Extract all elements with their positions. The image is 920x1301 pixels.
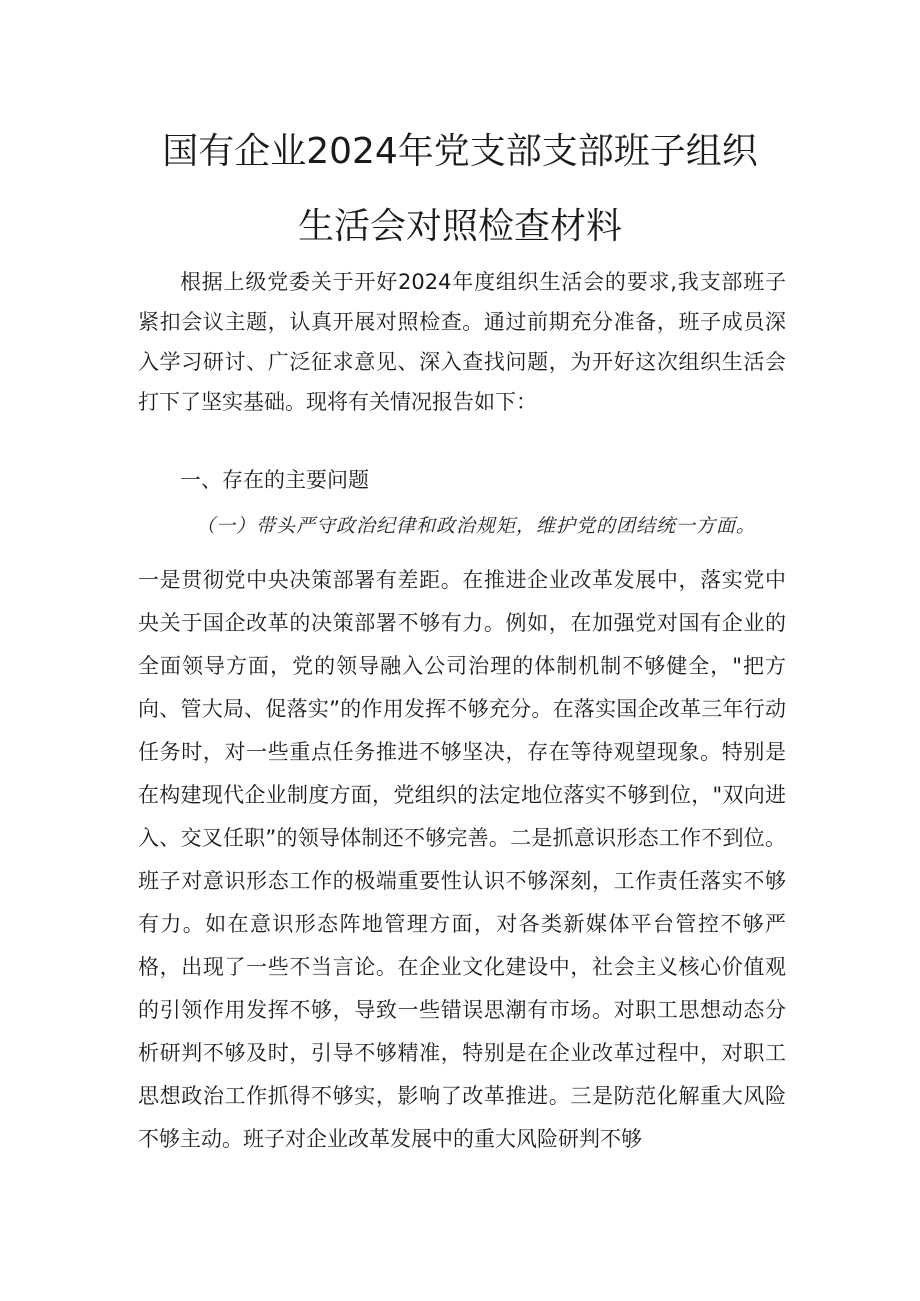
body-paragraph: 一是贯彻党中央决策部署有差距。在推进企业改革发展中，落实党中央关于国企改革的决策部署不够有力。例如，在加强党对国有企业的全面领导方面，党的领导融入公司治理的体制机制不够健全，"把方向、管大局、促落实”的作用发挥不够充分。在落实国企改革三年行动任务时，对一些重点任务推进不够坚决，存在等待观望现象。特别是在构建现代企业制度方面，党组织的法定地位落实不够到位，"双向进入、交叉任职”的领导体制还不够完善。二是抓意识形态工作不到位。班子对意识形态工作的极端重要性认识不够深刻，工作责任落实不够有力。如在意识形态阵地管理方面，对各类新媒体平台管控不够严格，出现了一些不当言论。在企业文化建设中，社会主义核心价值观的引领作用发挥不够，导致一些错误思潮有市场。对职工思想动态分析研判不够及时，引导不够精准，特别是在企业改革过程中，对职工思想政治工作抓得不够实，影响了改革推进。三是防范化解重大风险不够主动。班子对企业改革发展中的重大风险研判不够	[138, 568, 786, 1151]
section-heading: 一、存在的主要问题	[180, 468, 369, 492]
title-line-1: 国有企业2024年党支部支部班子组织	[162, 131, 758, 172]
title-line-2: 生活会对照检查材料	[297, 206, 622, 247]
subsection-heading: （一）带头严守政治纪律和政治规矩，维护党的团结统一方面。	[196, 515, 757, 537]
document-title	[120, 128, 800, 251]
intro-paragraph: 根据上级党委关于开好2024年度组织生活会的要求,我支部班子紧扣会议主题，认真开展对照检查。通过前期充分准备，班子成员深入学习研讨、广泛征求意见、深入查找问题，为开好这次组织生活会打下了坚实基础。现将有关情况报告如下：	[138, 270, 786, 414]
